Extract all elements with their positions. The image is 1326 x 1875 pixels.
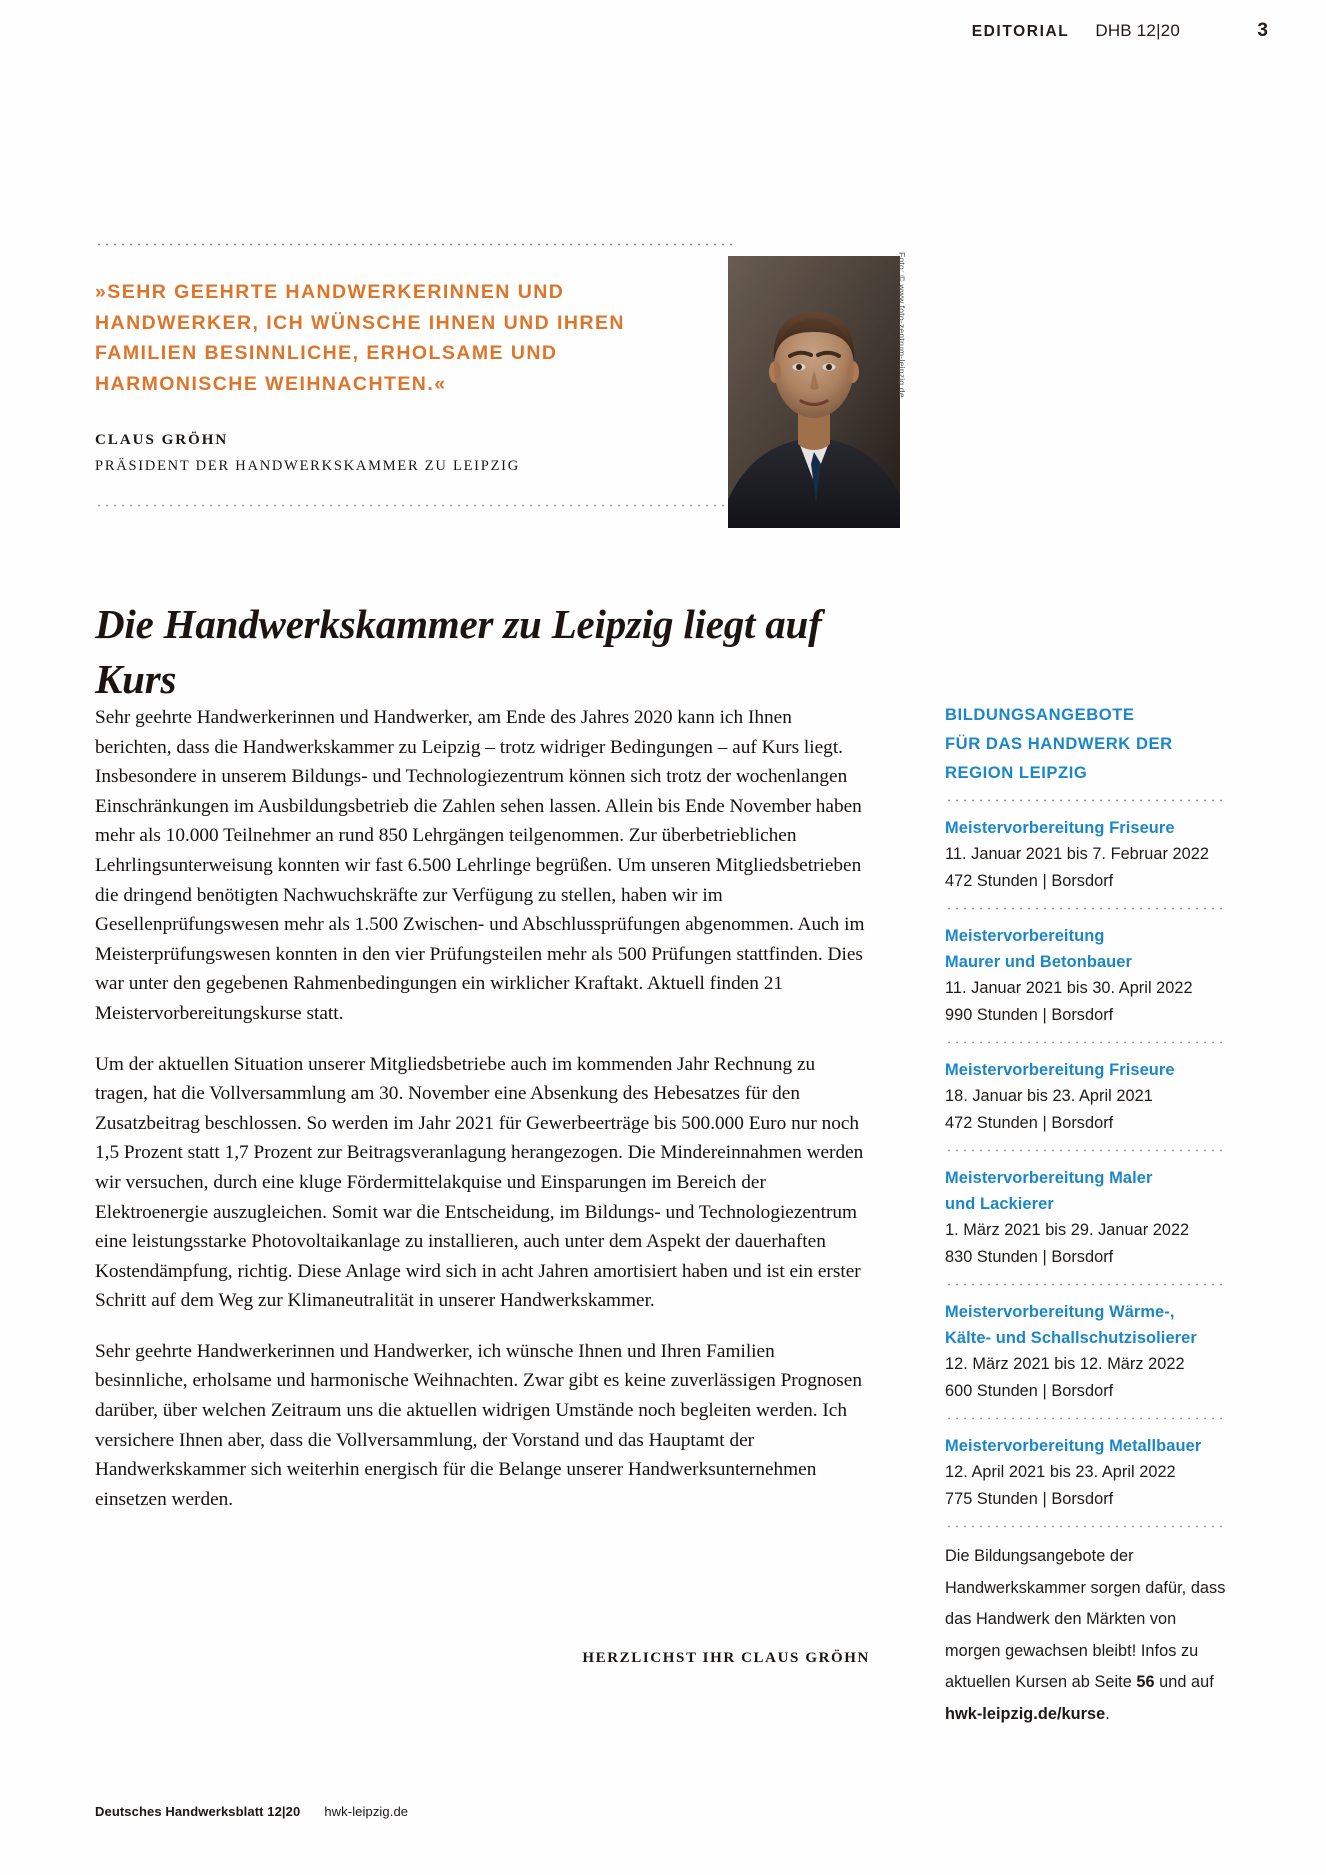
- course-hours-location: 990 Stunden | Borsdorf: [945, 1006, 1114, 1024]
- sidebar-outro-text: Die Bildungsangebote der Handwerkskammer sorgen dafür, dass das Handwerk den Märkten von morgen gewachsen bleibt! Infos zu aktuellen Kursen ab Seite: [945, 1547, 1226, 1691]
- sidebar-heading: [945, 700, 1241, 787]
- course-hours-location: 600 Stunden | Borsdorf: [945, 1382, 1114, 1400]
- sidebar-page-reference: 56: [1136, 1673, 1155, 1691]
- article-paragraph: Sehr geehrte Handwerkerinnen und Handwerker, ich wünsche Ihnen und Ihren Familien besinnliche, erholsame und harmonische Weihnachten. Zwar gibt es keine zuverlässigen Prognosen darüber, über welchen Zeitraum uns die aktuellen widrigen Umstände noch begleiten werden. Ich versichere Ihnen aber, dass die Vollversammlung, der Vorstand und das Hauptamt der Handwerkskammer sich weiterhin energisch für die Belange unserer Handwerksunternehmen einsetzen werden.: [95, 1340, 862, 1510]
- sidebar-outro: [945, 1541, 1227, 1730]
- course-title: Meistervorbereitung Metallbauer: [945, 1437, 1202, 1455]
- sidebar-divider: [945, 799, 1223, 802]
- sidebar-heading-line: REGION LEIPZIG: [945, 763, 1088, 782]
- course-item[interactable]: [945, 815, 1241, 895]
- course-title: Meistervorbereitung: [945, 927, 1105, 945]
- article-signoff: HERZLICHST IHR CLAUS GRÖHN: [582, 1650, 870, 1666]
- sidebar-divider: [945, 1417, 1223, 1420]
- course-title: Kälte- und Schallschutzisolierer: [945, 1329, 1197, 1347]
- course-dates: 11. Januar 2021 bis 7. Februar 2022: [945, 845, 1209, 863]
- dotted-rule-bottom: [95, 504, 735, 507]
- footer-publication: Deutsches Handwerksblatt 12|20: [95, 1804, 301, 1819]
- course-title: Meistervorbereitung Friseure: [945, 819, 1175, 837]
- sidebar-outro-text-middle: und auf: [1154, 1673, 1214, 1691]
- photo-credit: Foto: © www.foto-zentrum-leipzig.de: [897, 252, 907, 398]
- course-title: und Lackierer: [945, 1195, 1054, 1213]
- course-dates: 12. März 2021 bis 12. März 2022: [945, 1355, 1185, 1373]
- sidebar-url-link[interactable]: hwk-leipzig.de/kurse: [945, 1704, 1106, 1723]
- course-item[interactable]: [945, 1057, 1241, 1137]
- course-dates: 18. Januar bis 23. April 2021: [945, 1087, 1153, 1105]
- article-paragraph: Um der aktuellen Situation unserer Mitgliedsbetriebe auch im kommenden Jahr Rechnung zu tragen, hat die Vollversammlung am 30. November eine Absenkung des Hebesatzes für den Zusatzbeitrag beschlossen. So werden im Jahr 2021 für Gewerbeerträge bis 500.000 Euro nur noch 1,5 Prozent statt 1,7 Prozent zur Beitragsveranlagung herangezogen. Die Mindereinnahmen werden wir versuchen, durch eine kluge Fördermittelakquise und Einsparungen im Bereich der Elektroenergie auszugleichen. Somit war die Entscheidung, im Bildungs- und Technologiezentrum eine leistungsstarke Photovoltaikanlage zu installieren, auch unter dem Aspekt der dauerhaften Kostendämpfung, richtig. Diese Anlage wird sich in acht Jahren amortisiert haben und ist ein erster Schritt auf dem Weg zur Klimaneutralität in unserer Handwerkskammer.: [95, 1053, 864, 1312]
- sidebar-divider: [945, 1525, 1223, 1528]
- course-dates: 11. Januar 2021 bis 30. April 2022: [945, 979, 1193, 997]
- course-title: Meistervorbereitung Maler: [945, 1169, 1153, 1187]
- course-title: Meistervorbereitung Friseure: [945, 1061, 1175, 1079]
- page-footer: [95, 1804, 408, 1819]
- running-head-section: EDITORIAL: [971, 23, 1070, 40]
- sidebar-divider: [945, 1283, 1223, 1286]
- page-number: 3: [1257, 20, 1268, 41]
- article-body: [95, 703, 870, 1535]
- pull-quote-block: [95, 243, 735, 507]
- running-head: [95, 20, 1268, 50]
- article-paragraph: Sehr geehrte Handwerkerinnen und Handwerker, am Ende des Jahres 2020 kann ich Ihnen berichten, dass die Handwerkskammer zu Leipzig – trotz widriger Bedingungen – auf Kurs liegt. Insbesondere in unserem Bildungs- und Technologiezentrum können sich trotz der wochenlangen Einschränkungen im Ausbildungsbetrieb die Zahlen sehen lassen. Allein bis Ende November haben mehr als 10.000 Teilnehmer an rund 850 Lehrgängen teilgenommen. Zur überbetrieblichen Lehrlingsunterweisung konnten wir fast 6.500 Lehrlinge begrüßen. Um unseren Mitgliedsbetrieben die dringend benötigten Nachwuchskräfte zur Verfügung zu stellen, haben wir im Gesellenprüfungswesen mehr als 1.500 Zwischen- und Abschlussprüfungen abgenommen. Auch im Meisterprüfungswesen konnten in den vier Prüfungsteilen mehr als 500 Prüfungen stattfinden. Dies war unter den gegebenen Rahmenbedingungen ein wirklicher Kraftakt. Aktuell finden 21 Meistervorbereitungskurse statt.: [95, 707, 865, 1024]
- sidebar-outro-text-end: .: [1105, 1704, 1110, 1723]
- education-offers-sidebar: [945, 700, 1241, 1730]
- pull-quote-text: »SEHR GEEHRTE HANDWERKERINNEN UND HANDWERKER, ICH WÜNSCHE IHNEN UND IHREN FAMILIEN BESINNLICHE, ERHOLSAME UND HARMONISCHE WEIHNACHTEN.«: [95, 281, 625, 395]
- course-title: Meistervorbereitung Wärme-,: [945, 1303, 1175, 1321]
- course-item[interactable]: [945, 1433, 1241, 1513]
- page-title: Die Handwerkskammer zu Leipzig liegt auf Kurs: [95, 601, 822, 703]
- course-hours-location: 775 Stunden | Borsdorf: [945, 1490, 1114, 1508]
- course-item[interactable]: [945, 1299, 1241, 1405]
- sidebar-divider: [945, 1041, 1223, 1044]
- sidebar-heading-line: BILDUNGSANGEBOTE: [945, 705, 1135, 724]
- course-dates: 1. März 2021 bis 29. Januar 2022: [945, 1221, 1190, 1239]
- course-dates: 12. April 2021 bis 23. April 2022: [945, 1463, 1176, 1481]
- course-item[interactable]: [945, 1165, 1241, 1271]
- footer-website[interactable]: hwk-leipzig.de: [324, 1804, 409, 1819]
- quote-author-role: PRÄSIDENT DER HANDWERKSKAMMER ZU LEIPZIG: [95, 458, 520, 474]
- course-title: Maurer und Betonbauer: [945, 953, 1132, 971]
- sidebar-divider: [945, 1149, 1223, 1152]
- course-item[interactable]: [945, 923, 1241, 1029]
- portrait-photo: [728, 256, 900, 528]
- dotted-rule-top: [95, 243, 735, 246]
- sidebar-divider: [945, 907, 1223, 910]
- course-hours-location: 472 Stunden | Borsdorf: [945, 1114, 1114, 1132]
- course-hours-location: 830 Stunden | Borsdorf: [945, 1248, 1114, 1266]
- course-hours-location: 472 Stunden | Borsdorf: [945, 872, 1114, 890]
- running-head-issue: DHB 12|20: [1095, 21, 1180, 40]
- quote-author-name: CLAUS GRÖHN: [95, 432, 229, 448]
- sidebar-heading-line: FÜR DAS HANDWERK DER: [945, 734, 1173, 753]
